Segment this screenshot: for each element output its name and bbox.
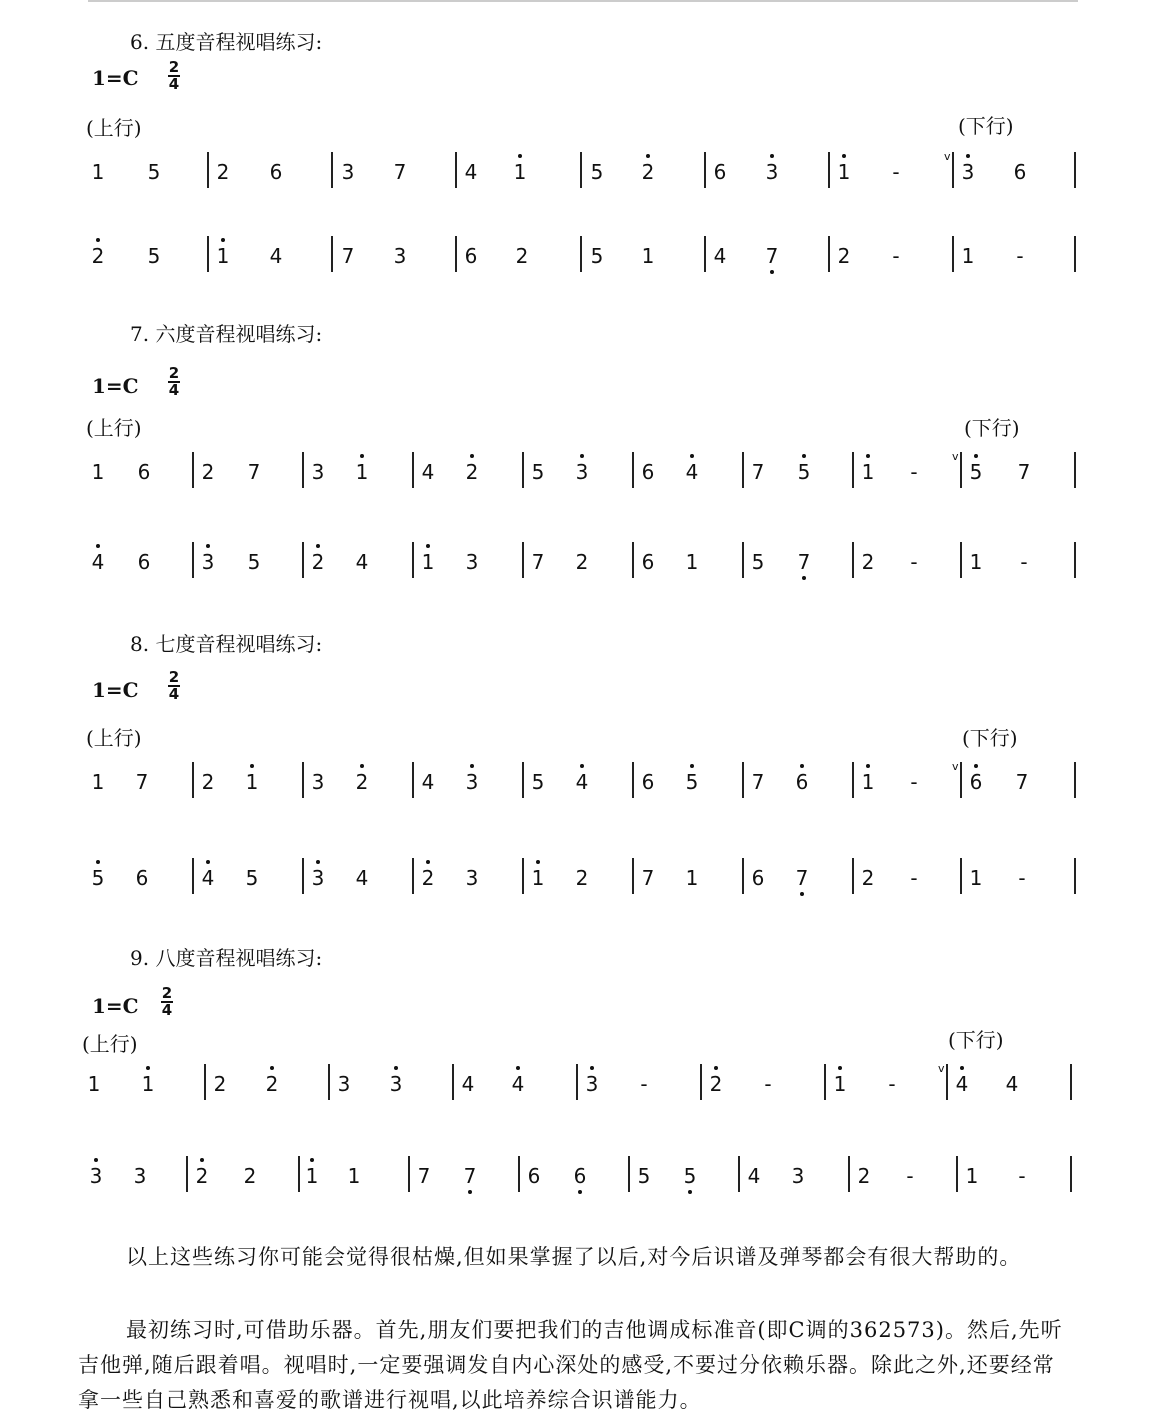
barline — [412, 452, 414, 488]
time-top: 2 — [168, 668, 180, 686]
note: 6 — [792, 770, 812, 794]
note: 6 — [527, 1164, 541, 1188]
note: 1 — [834, 160, 854, 184]
note: - — [1018, 866, 1026, 890]
note: 5 — [590, 160, 604, 184]
section-heading: 8. 七度音程视唱练习: — [130, 632, 323, 656]
note: 1 — [528, 866, 548, 890]
note: 6 — [269, 160, 283, 184]
note: 3 — [393, 244, 407, 268]
barline — [412, 542, 414, 578]
breath-mark: v — [944, 150, 951, 163]
note: 4 — [572, 770, 592, 794]
barline — [738, 1156, 740, 1192]
note: 2 — [706, 1072, 726, 1096]
note: 1 — [87, 1072, 101, 1096]
note: 3 — [341, 160, 355, 184]
note: 1 — [858, 460, 878, 484]
note: 5 — [531, 460, 545, 484]
note: 2 — [308, 550, 328, 574]
ascending-label: (上行) — [86, 416, 142, 440]
note: 7 — [751, 770, 765, 794]
note: 5 — [966, 460, 986, 484]
note: 2 — [861, 550, 875, 574]
note: - — [910, 770, 918, 794]
note: - — [1018, 1164, 1026, 1188]
note: 2 — [837, 244, 851, 268]
note: 7 — [794, 550, 814, 574]
paragraph-summary: 以上这些练习你可能会觉得很枯燥,但如果掌握了以后,对今后识谱及弹琴都会有很大帮助的。 — [126, 1245, 1022, 1269]
note: - — [892, 244, 900, 268]
note: - — [892, 160, 900, 184]
note: 2 — [213, 1072, 227, 1096]
note: 6 — [1013, 160, 1027, 184]
note: 3 — [465, 866, 479, 890]
barline — [960, 762, 962, 798]
note: 7 — [531, 550, 545, 574]
key-signature: 1=C — [92, 678, 139, 702]
barline — [408, 1156, 410, 1192]
note: 1 — [352, 460, 372, 484]
barline — [1074, 236, 1076, 272]
descending-label: (下行) — [962, 726, 1018, 750]
note: 1 — [830, 1072, 850, 1096]
barline — [580, 236, 582, 272]
note: - — [640, 1072, 648, 1096]
note: - — [1020, 550, 1028, 574]
note: 2 — [857, 1164, 871, 1188]
note: 4 — [508, 1072, 528, 1096]
note: 3 — [311, 770, 325, 794]
note: 2 — [352, 770, 372, 794]
barline — [848, 1156, 850, 1192]
note: 3 — [308, 866, 328, 890]
note: 3 — [465, 550, 479, 574]
note: 4 — [421, 770, 435, 794]
barline — [412, 858, 414, 894]
barline — [828, 236, 830, 272]
note: - — [764, 1072, 772, 1096]
barline — [632, 452, 634, 488]
barline — [824, 1064, 826, 1100]
note: 7 — [393, 160, 407, 184]
barline — [576, 1064, 578, 1100]
note: 2 — [201, 460, 215, 484]
note: 3 — [462, 770, 482, 794]
note: 4 — [1005, 1072, 1019, 1096]
barline — [186, 1156, 188, 1192]
note: 5 — [88, 866, 108, 890]
descending-label: (下行) — [964, 416, 1020, 440]
note: 2 — [243, 1164, 257, 1188]
note: 1 — [858, 770, 878, 794]
barline — [580, 152, 582, 188]
breath-mark: v — [938, 1062, 945, 1075]
note: 2 — [638, 160, 658, 184]
barline — [852, 452, 854, 488]
note: 3 — [133, 1164, 147, 1188]
note: - — [906, 1164, 914, 1188]
note: 6 — [641, 770, 655, 794]
barline — [1074, 858, 1076, 894]
note: 5 — [637, 1164, 651, 1188]
paragraph-practice-tips: 最初练习时,可借助乐器。首先,朋友们要把我们的吉他调成标准音(即C调的362573)。然后,先听吉他弹,随后跟着唱。视唱时,一定要强调发自内心深处的感受,不要过分依赖乐器。除此之外,还要经常拿一些自己熟悉和喜爱的歌谱进行视唱,以此培养综合识谱能力。 — [78, 1318, 1063, 1412]
time-bottom: 4 — [168, 75, 180, 93]
note: - — [910, 866, 918, 890]
key-signature: 1=C — [92, 994, 139, 1018]
note: 1 — [961, 244, 975, 268]
note: 7 — [762, 244, 782, 268]
barline — [700, 1064, 702, 1100]
note: - — [888, 1072, 896, 1096]
barline — [192, 762, 194, 798]
note: 6 — [966, 770, 986, 794]
note: 3 — [86, 1164, 106, 1188]
note: 1 — [685, 550, 699, 574]
barline — [628, 1156, 630, 1192]
note: 7 — [417, 1164, 431, 1188]
barline — [852, 542, 854, 578]
time-signature — [165, 670, 183, 702]
note: 7 — [1015, 770, 1029, 794]
note: 6 — [135, 866, 149, 890]
note: 3 — [791, 1164, 805, 1188]
barline — [192, 858, 194, 894]
note: 1 — [91, 460, 105, 484]
barline — [452, 1064, 454, 1100]
descending-label: (下行) — [948, 1028, 1004, 1052]
note: 4 — [88, 550, 108, 574]
note: 5 — [247, 550, 261, 574]
note: 5 — [682, 770, 702, 794]
score-row — [0, 762, 1157, 802]
note: 3 — [198, 550, 218, 574]
note: 7 — [1017, 460, 1031, 484]
barline — [852, 858, 854, 894]
note: 1 — [242, 770, 262, 794]
barline — [1070, 1064, 1072, 1100]
note: 3 — [337, 1072, 351, 1096]
note: 4 — [461, 1072, 475, 1096]
ascending-label: (上行) — [86, 116, 142, 140]
score-row — [0, 1064, 1157, 1104]
note: 4 — [198, 866, 218, 890]
note: 1 — [969, 550, 983, 574]
barline — [828, 152, 830, 188]
barline — [302, 858, 304, 894]
note: 7 — [460, 1164, 480, 1188]
barline — [960, 542, 962, 578]
barline — [852, 762, 854, 798]
barline — [960, 858, 962, 894]
note: 7 — [751, 460, 765, 484]
note: 1 — [685, 866, 699, 890]
breath-mark: v — [952, 760, 959, 773]
note: 1 — [969, 866, 983, 890]
barline — [207, 236, 209, 272]
barline — [742, 542, 744, 578]
note: 4 — [421, 460, 435, 484]
key-signature: 1=C — [92, 66, 139, 90]
note: 2 — [575, 866, 589, 890]
ascending-label: (上行) — [82, 1032, 138, 1056]
barline — [455, 152, 457, 188]
note: 4 — [682, 460, 702, 484]
note: - — [1016, 244, 1024, 268]
barline — [956, 1156, 958, 1192]
note: 1 — [510, 160, 530, 184]
barline — [331, 236, 333, 272]
note: 4 — [713, 244, 727, 268]
barline — [632, 762, 634, 798]
note: 5 — [751, 550, 765, 574]
barline — [1074, 762, 1076, 798]
note: 7 — [792, 866, 812, 890]
barline — [328, 1064, 330, 1100]
top-rule — [88, 0, 1078, 2]
note: 7 — [641, 866, 655, 890]
note: 2 — [201, 770, 215, 794]
note: 5 — [590, 244, 604, 268]
note: 5 — [531, 770, 545, 794]
barline — [704, 236, 706, 272]
ascending-label: (上行) — [86, 726, 142, 750]
note: 1 — [91, 160, 105, 184]
note: 6 — [713, 160, 727, 184]
note: 1 — [91, 770, 105, 794]
score-row — [0, 858, 1157, 898]
note: 6 — [464, 244, 478, 268]
breath-mark: v — [952, 450, 959, 463]
section-heading: 7. 六度音程视唱练习: — [130, 322, 323, 346]
barline — [632, 542, 634, 578]
barline — [952, 152, 954, 188]
time-signature — [158, 986, 176, 1018]
score-row — [0, 452, 1157, 492]
note: 2 — [462, 460, 482, 484]
note: 2 — [262, 1072, 282, 1096]
barline — [192, 452, 194, 488]
note: 1 — [302, 1164, 322, 1188]
barline — [412, 762, 414, 798]
barline — [522, 542, 524, 578]
note: 6 — [137, 460, 151, 484]
key-signature: 1=C — [92, 374, 139, 398]
barline — [742, 452, 744, 488]
note: 6 — [570, 1164, 590, 1188]
note: 4 — [747, 1164, 761, 1188]
note: 3 — [311, 460, 325, 484]
barline — [518, 1156, 520, 1192]
note: 5 — [147, 244, 161, 268]
note: 1 — [138, 1072, 158, 1096]
score-row — [0, 236, 1157, 276]
barline — [946, 1064, 948, 1100]
note: 2 — [861, 866, 875, 890]
note: 7 — [341, 244, 355, 268]
note: 5 — [147, 160, 161, 184]
note: 5 — [245, 866, 259, 890]
note: 1 — [213, 244, 233, 268]
barline — [742, 762, 744, 798]
note: 3 — [762, 160, 782, 184]
note: 7 — [135, 770, 149, 794]
note: 2 — [575, 550, 589, 574]
score-row — [0, 152, 1157, 192]
score-row — [0, 1156, 1157, 1196]
score-row — [0, 542, 1157, 582]
note: - — [910, 460, 918, 484]
barline — [204, 1064, 206, 1100]
note: 5 — [680, 1164, 700, 1188]
barline — [1070, 1156, 1072, 1192]
barline — [522, 858, 524, 894]
time-bottom: 4 — [168, 685, 180, 703]
note: 4 — [355, 866, 369, 890]
note: 3 — [572, 460, 592, 484]
time-top: 2 — [161, 984, 173, 1002]
note: 4 — [269, 244, 283, 268]
barline — [632, 858, 634, 894]
time-top: 2 — [168, 58, 180, 76]
note: 5 — [794, 460, 814, 484]
note: 4 — [464, 160, 478, 184]
time-top: 2 — [168, 364, 180, 382]
note: 3 — [958, 160, 978, 184]
time-signature — [165, 60, 183, 92]
note: 1 — [641, 244, 655, 268]
note: 6 — [751, 866, 765, 890]
barline — [302, 452, 304, 488]
descending-label: (下行) — [958, 114, 1014, 138]
barline — [1074, 152, 1076, 188]
note: 2 — [88, 244, 108, 268]
note: 1 — [965, 1164, 979, 1188]
barline — [298, 1156, 300, 1192]
time-signature — [165, 366, 183, 398]
note: 3 — [386, 1072, 406, 1096]
barline — [302, 762, 304, 798]
barline — [960, 452, 962, 488]
note: 6 — [641, 460, 655, 484]
note: 2 — [515, 244, 529, 268]
note: 2 — [216, 160, 230, 184]
barline — [192, 542, 194, 578]
note: 6 — [137, 550, 151, 574]
note: 1 — [418, 550, 438, 574]
note: 1 — [347, 1164, 361, 1188]
time-bottom: 4 — [161, 1001, 173, 1019]
note: 2 — [418, 866, 438, 890]
barline — [302, 542, 304, 578]
barline — [522, 452, 524, 488]
note: 4 — [355, 550, 369, 574]
note: - — [910, 550, 918, 574]
barline — [952, 236, 954, 272]
note: 4 — [952, 1072, 972, 1096]
note: 2 — [192, 1164, 212, 1188]
section-heading: 9. 八度音程视唱练习: — [130, 946, 323, 970]
note: 6 — [641, 550, 655, 574]
note: 7 — [247, 460, 261, 484]
barline — [331, 152, 333, 188]
barline — [1074, 452, 1076, 488]
barline — [455, 236, 457, 272]
note: 3 — [582, 1072, 602, 1096]
barline — [742, 858, 744, 894]
section-heading: 6. 五度音程视唱练习: — [130, 30, 323, 54]
time-bottom: 4 — [168, 381, 180, 399]
barline — [522, 762, 524, 798]
barline — [207, 152, 209, 188]
barline — [704, 152, 706, 188]
barline — [1074, 542, 1076, 578]
